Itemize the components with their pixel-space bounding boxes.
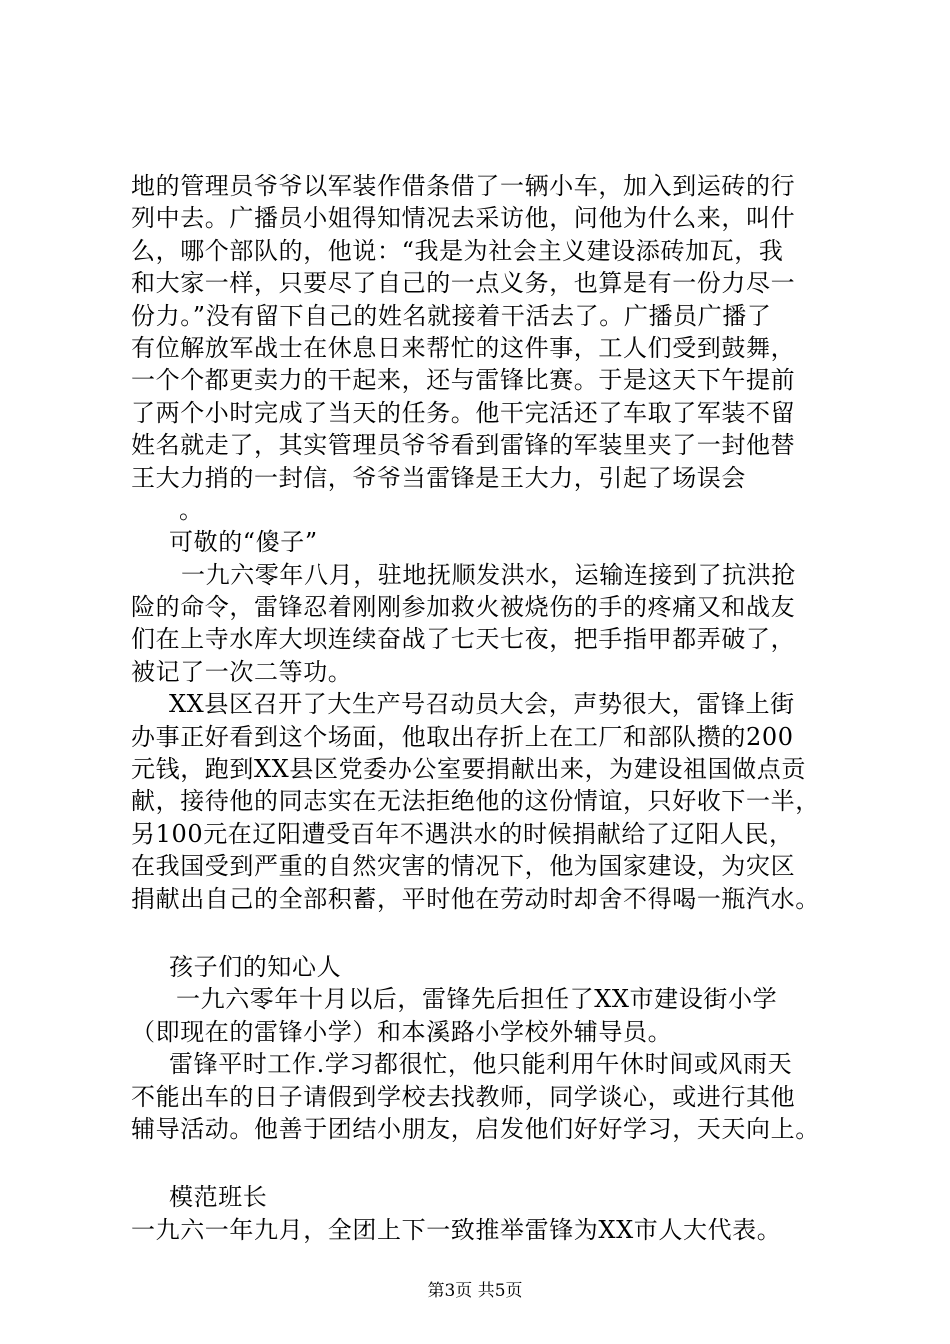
- section-heading: 孩子们的知心人: [169, 952, 342, 981]
- section-heading: 可敬的“傻子”: [169, 528, 318, 557]
- text-line: 们在上寺水库大坝连续奋战了七天七夜，把手指甲都弄破了，: [131, 625, 796, 654]
- text-line: XX县区召开了大生产号召动员大会，声势很大，雷锋上街: [169, 690, 795, 719]
- text-line: 地的管理员爷爷以军装作借条借了一辆小车，加入到运砖的行: [131, 172, 796, 200]
- page-footer: 第3页 共5页: [427, 1281, 523, 1301]
- paragraph-gap: [131, 1145, 851, 1181]
- text-line: 一九六零年十月以后，雷锋先后担任了XX市建设街小学: [176, 985, 778, 1014]
- text-line: （即现在的雷锋小学）和本溪路小学校外辅导员。: [131, 1017, 673, 1046]
- text-line: 和大家一样，只要尽了自己的一点义务，也算是有一份力尽一: [131, 269, 796, 298]
- text-line: 了两个小时完成了当天的任务。他干完活还了车取了军装不留: [131, 398, 796, 427]
- text-line: 元钱，跑到XX县区党委办公室要捐献出来，为建设祖国做点贡: [131, 755, 806, 784]
- text-line: 办事正好看到这个场面，他取出存折上在工厂和部队攒的200: [131, 722, 794, 751]
- text-line: 险的命令，雷锋忍着刚刚参加救火被烧伤的手的疼痛又和战友: [131, 593, 796, 622]
- text-line: 不能出车的日子请假到学校去找教师，同学谈心，或进行其他: [131, 1082, 796, 1111]
- text-line: 份力。”没有留下自己的姓名就接着干活去了。广播员广播了: [131, 301, 772, 330]
- text-line: 一九六零年八月，驻地抚顺发洪水，运输连接到了抗洪抢: [181, 560, 796, 589]
- body-text: [131, 170, 851, 1246]
- text-line: 一个个都更卖力的干起来，还与雷锋比赛。于是这天下午提前: [131, 366, 796, 395]
- text-line: 王大力捎的一封信，爷爷当雷锋是王大力，引起了场误会: [131, 463, 746, 492]
- text-line: 献，接待他的同志实在无法拒绝他的这份情谊，只好收下一半，: [131, 787, 820, 816]
- text-line: 在我国受到严重的自然灾害的情况下，他为国家建设，为灾区: [131, 852, 796, 881]
- text-line: 列中去。广播员小姐得知情况去采访他，问他为什么来，叫什: [131, 204, 796, 233]
- text-line: 么，哪个部队的，他说：“我是为社会主义建设添砖加瓦，我: [131, 236, 784, 265]
- paragraph-gap: [131, 915, 851, 951]
- text-line: 一九六一年九月，全团上下一致推举雷锋为XX市人大代表。: [131, 1215, 782, 1244]
- section-heading: 模范班长: [169, 1183, 268, 1212]
- text-line: 有位解放军战士在休息日来帮忙的这件事，工人们受到鼓舞，: [131, 333, 796, 362]
- text-line: 另100元在辽阳遭受百年不遇洪水的时候捐献给了辽阳人民，: [131, 819, 794, 848]
- text-line: 姓名就走了，其实管理员爷爷看到雷锋的军装里夹了一封他替: [131, 431, 796, 460]
- text-line: 。: [179, 495, 204, 524]
- text-line: 雷锋平时工作.学习都很忙，他只能利用午休时间或风雨天: [169, 1050, 793, 1079]
- text-line: 捐献出自己的全部积蓄，平时他在劳动时却舍不得喝一瓶汽水。: [131, 884, 820, 913]
- text-line: 辅导活动。他善于团结小朋友，启发他们好好学习，天天向上。: [131, 1114, 820, 1143]
- text-line: 被记了一次二等功。: [131, 657, 353, 686]
